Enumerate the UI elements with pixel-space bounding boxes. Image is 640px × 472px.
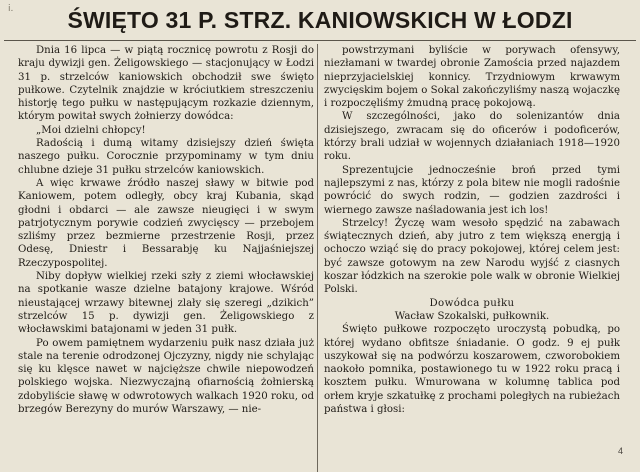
paragraph-officers: W szczególności, jako do solenizantów dnia dzisiejszego, zwracam się do oficerów i podoficerów, którzy brali udział w wojennych działaniach 1918—1920 roku. xyxy=(324,111,620,163)
corner-handwritten-mark: i. xyxy=(8,4,14,14)
right-column xyxy=(324,44,620,472)
paragraph-greeting: „Moi dzielni chłopcy! xyxy=(36,124,146,136)
paragraph-intro: Dnia 16 lipca — w piątą rocznicę powrotu z Rosji do kraju dywizji gen. Żeligowskiego — stacjonujący w Łodzi 31 p. strzelców kaniowskich obchodził swe święto pułkowe. Czytelnik znajdzie w króciutkiem streszczeniu historję tego pułku w następującym rozkazie dziennym, którym powitał swych żołnierzy dowódca: xyxy=(18,45,314,123)
article-headline: ŚWIĘTO 31 P. STRZ. KANIOWSKICH W ŁODZI xyxy=(67,7,573,33)
paragraph-fallen: Sprezentujcie jednocześnie broń przed tymi najlepszymi z nas, którzy z pola bitew nie mogli radośnie powrócić do swych rodzin, — godzien zazdrości i wiernego zawsze naśladowania jest ich los! xyxy=(324,164,620,216)
page-number: 4 xyxy=(618,446,624,456)
paragraph-joy: Radością i dumą witamy dzisiejszy dzień święta naszego pułku. Corocznie przypominamy w tym dniu chlubne dzieje 31 pułku strzelców kaniowskich. xyxy=(18,138,314,176)
paragraph-kaniow: A więc krwawe źródło naszej sławy w bitwie pod Kaniowem, potem odległy, obcy kraj Kubania, skąd głodni i obdarci — ale zawsze nieugięci i w swym patrjotycznym porywie codzień zwycięscy — przebojem szliśmy przez bezmierne przestrzenie Rosji, przez Odesę, Dniestr i Bessarabję ku Najjaśniejszej Rzeczypospolitej. xyxy=(18,177,314,269)
headline-rule xyxy=(4,40,636,41)
paragraph-ceremony: Święto pułkowe rozpoczęto uroczystą pobudką, po której wydano obfitsze śniadanie. O godz. 9 ej pułk uszykował się na podwórzu koszarowem, czworobokiem naokoło pomnika, postawionego tu w 1922 roku pracą i kosztem pułku. Wmurowana w kolumnę tablica pod orłem kryje szkatułkę z prochami poległych na rubieżach państwa i głosi: xyxy=(324,324,620,416)
paragraph-continuation: powstrzymani byliście w porywach ofensywy, niezłamani w twardej obronie Zamościa przed najazdem nieprzyjacielskiej konnicy. Trzydniowym krwawym zwycięskim bojem o Sokal zakończyliśmy naszą wojaczkę i rozpoczęliśmy żmudną pracę pokojową. xyxy=(324,45,620,110)
left-column xyxy=(18,44,314,472)
paragraph-after-event: Po owem pamiętnem wydarzeniu pułk nasz działa już stale na terenie odrodzonej Ojczyzny, nigdy nie schylając się ku klęsce nawet w najcięższe chwile niepowodzeń polskiego wojska. Niezwyczajną ofiarnością żołnierską zdobyliście sławę w odwrotowych walkach 1920 roku, od brzegów Berezyny do murów Warszawy, — nie- xyxy=(18,337,314,416)
column-divider xyxy=(317,44,318,472)
signature-name: Wacław Szokalski, pułkownik. xyxy=(394,310,550,322)
signature-title: Dowódca pułku xyxy=(429,297,515,309)
paragraph-wloclawek: Niby dopływ wielkiej rzeki szły z ziemi włocławskiej na spotkanie wasze dzielne batajony krajowe. Wśród nieustającej wrzawy bitewnej zlały się szeregi „dzikich” strzelców 15 p. dywizji gen. Żeligowskiego z włocławskimi batajonami w jeden 31 pułk. xyxy=(18,271,314,336)
paragraph-riflemen: Strzelcy! Życzę wam wesoło spędzić na zabawach świątecznych dzień, aby jutro z tem większą energją i ochoczo wziąć się do pracy pokojowej, której celem jest: być zawsze gotowym na zew Narodu wyjść z ciasnych koszar łódzkich na szerokie pole walk w obronie Wielkiej Polski. xyxy=(324,217,620,296)
